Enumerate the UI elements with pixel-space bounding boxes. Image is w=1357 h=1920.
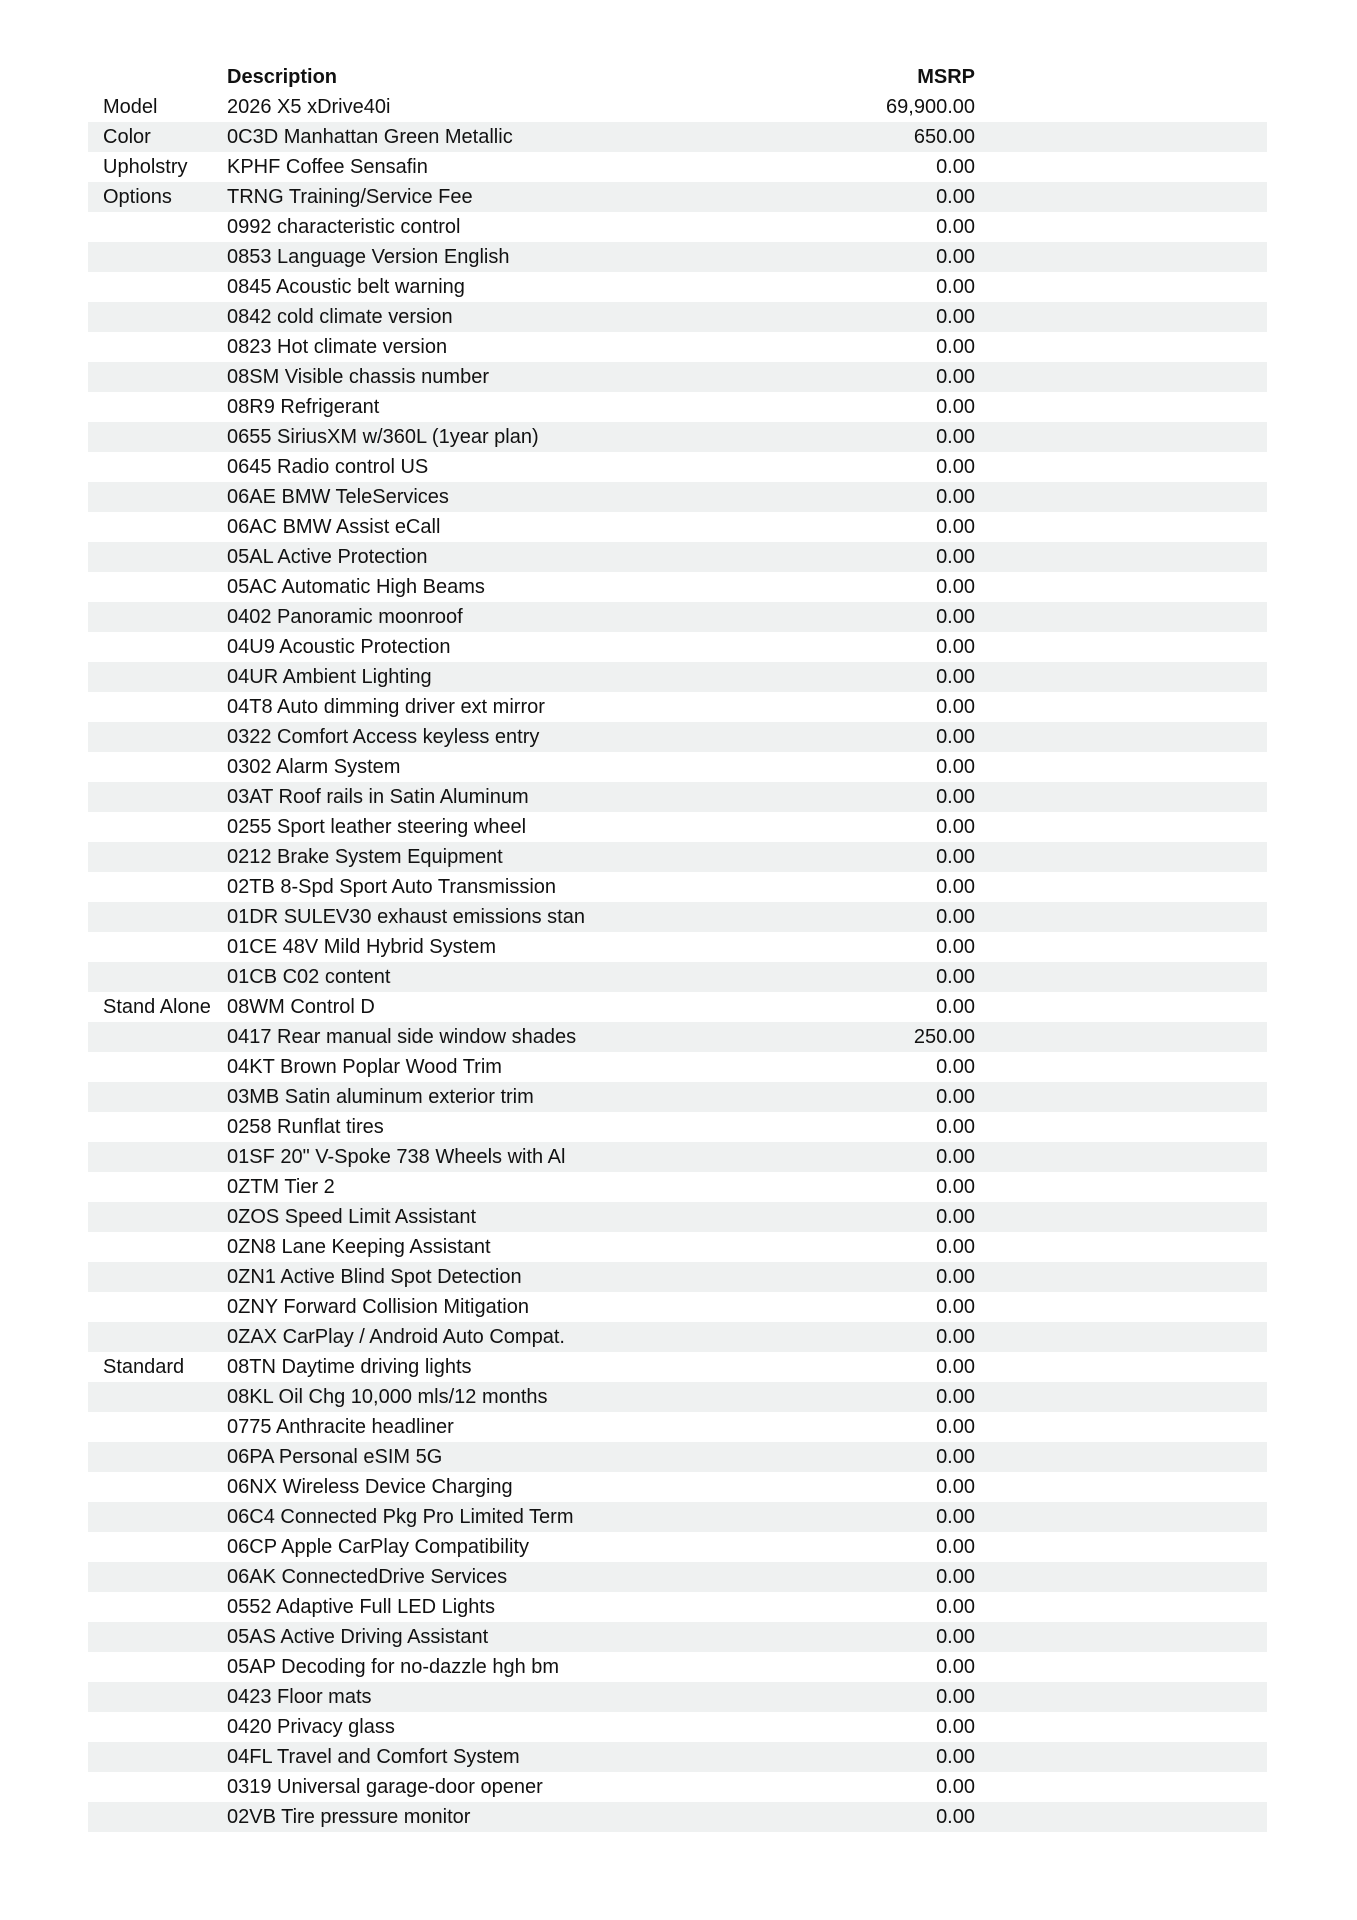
row-msrp: 0.00 xyxy=(936,576,975,598)
row-msrp: 0.00 xyxy=(936,1146,975,1168)
row-description: 0ZTM Tier 2 xyxy=(227,1176,335,1198)
row-description: 08WM Control D xyxy=(227,996,375,1018)
table-row xyxy=(88,782,1267,812)
row-description: 05AS Active Driving Assistant xyxy=(227,1626,489,1648)
row-msrp: 0.00 xyxy=(936,936,975,958)
table-row xyxy=(88,302,1267,332)
table-row xyxy=(88,722,1267,752)
row-msrp: 0.00 xyxy=(936,996,975,1018)
row-msrp: 0.00 xyxy=(936,1746,975,1768)
row-description: 03MB Satin aluminum exterior trim xyxy=(227,1086,534,1108)
row-description: KPHF Coffee Sensafin xyxy=(227,156,428,178)
row-msrp: 0.00 xyxy=(936,546,975,568)
table-row xyxy=(88,572,1267,602)
row-msrp: 0.00 xyxy=(936,276,975,298)
table-row xyxy=(88,602,1267,632)
row-msrp: 0.00 xyxy=(936,336,975,358)
row-description: 0ZN1 Active Blind Spot Detection xyxy=(227,1266,522,1288)
row-description: 0645 Radio control US xyxy=(227,456,429,478)
table-row xyxy=(88,392,1267,422)
table-row xyxy=(88,842,1267,872)
table-row xyxy=(88,182,1267,212)
row-category: Options xyxy=(103,186,172,208)
row-msrp: 0.00 xyxy=(936,1536,975,1558)
table-row xyxy=(88,1202,1267,1232)
row-description: 06CP Apple CarPlay Compatibility xyxy=(227,1536,530,1558)
row-msrp: 0.00 xyxy=(936,1116,975,1138)
table-row xyxy=(88,422,1267,452)
table-row xyxy=(88,1412,1267,1442)
table-row xyxy=(88,1742,1267,1772)
row-msrp: 0.00 xyxy=(936,516,975,538)
row-description: 0402 Panoramic moonroof xyxy=(227,606,463,628)
row-msrp: 0.00 xyxy=(936,156,975,178)
table-row xyxy=(88,752,1267,782)
row-description: 0C3D Manhattan Green Metallic xyxy=(227,126,513,148)
row-msrp: 0.00 xyxy=(936,366,975,388)
table-row xyxy=(88,812,1267,842)
row-msrp: 0.00 xyxy=(936,1506,975,1528)
row-description: 0845 Acoustic belt warning xyxy=(227,276,465,298)
table-row xyxy=(88,1232,1267,1262)
table-row xyxy=(88,1052,1267,1082)
row-msrp: 0.00 xyxy=(936,1296,975,1318)
row-category: Color xyxy=(103,126,151,148)
row-msrp: 0.00 xyxy=(936,1176,975,1198)
row-msrp: 0.00 xyxy=(936,726,975,748)
row-description: 04UR Ambient Lighting xyxy=(227,666,432,688)
row-category: Standard xyxy=(103,1356,185,1378)
row-description: 0775 Anthracite headliner xyxy=(227,1416,454,1438)
table-row xyxy=(88,1082,1267,1112)
table-row xyxy=(88,1292,1267,1322)
row-description: 01CB C02 content xyxy=(227,966,391,988)
row-description: 02VB Tire pressure monitor xyxy=(227,1806,471,1828)
row-msrp: 0.00 xyxy=(936,1266,975,1288)
table-row xyxy=(88,1022,1267,1052)
row-description: 0319 Universal garage-door opener xyxy=(227,1776,543,1798)
row-description: 0212 Brake System Equipment xyxy=(227,846,503,868)
table-row xyxy=(88,1562,1267,1592)
row-description: 06AE BMW TeleServices xyxy=(227,486,449,508)
row-msrp: 0.00 xyxy=(936,426,975,448)
row-msrp: 0.00 xyxy=(936,486,975,508)
table-row xyxy=(88,542,1267,572)
table-row xyxy=(88,1142,1267,1172)
row-msrp: 0.00 xyxy=(936,1086,975,1108)
table-row xyxy=(88,1442,1267,1472)
row-msrp: 0.00 xyxy=(936,606,975,628)
row-msrp: 69,900.00 xyxy=(886,96,975,118)
table-row xyxy=(88,1622,1267,1652)
row-description: 04KT Brown Poplar Wood Trim xyxy=(227,1056,502,1078)
row-msrp: 0.00 xyxy=(936,1056,975,1078)
row-msrp: 0.00 xyxy=(936,876,975,898)
row-msrp: 0.00 xyxy=(936,846,975,868)
row-description: 05AL Active Protection xyxy=(227,546,428,568)
row-msrp: 0.00 xyxy=(936,1476,975,1498)
row-description: 0258 Runflat tires xyxy=(227,1116,384,1138)
row-description: 01DR SULEV30 exhaust emissions stan xyxy=(227,906,585,928)
table-row xyxy=(88,242,1267,272)
row-description: 0ZOS Speed Limit Assistant xyxy=(227,1206,477,1228)
row-msrp: 0.00 xyxy=(936,1236,975,1258)
table-row xyxy=(88,1682,1267,1712)
row-description: 0420 Privacy glass xyxy=(227,1716,395,1738)
row-msrp: 0.00 xyxy=(936,1446,975,1468)
row-msrp: 0.00 xyxy=(936,1686,975,1708)
row-description: 2026 X5 xDrive40i xyxy=(227,96,391,118)
row-description: 08KL Oil Chg 10,000 mls/12 months xyxy=(227,1386,548,1408)
row-description: 06C4 Connected Pkg Pro Limited Term xyxy=(227,1506,574,1528)
row-description: 0992 characteristic control xyxy=(227,216,461,238)
table-row xyxy=(88,122,1267,152)
row-description: 01CE 48V Mild Hybrid System xyxy=(227,936,496,958)
row-msrp: 0.00 xyxy=(936,1806,975,1828)
row-description: 05AC Automatic High Beams xyxy=(227,576,485,598)
row-msrp: 0.00 xyxy=(936,1206,975,1228)
table-row xyxy=(88,212,1267,242)
row-description: 0302 Alarm System xyxy=(227,756,401,778)
table-header-row xyxy=(88,62,1267,92)
row-description: 0853 Language Version English xyxy=(227,246,510,268)
table-row xyxy=(88,332,1267,362)
row-msrp: 0.00 xyxy=(936,1596,975,1618)
row-description: 0823 Hot climate version xyxy=(227,336,448,358)
row-description: 06AK ConnectedDrive Services xyxy=(227,1566,508,1588)
row-msrp: 0.00 xyxy=(936,966,975,988)
table-row xyxy=(88,1172,1267,1202)
row-msrp: 0.00 xyxy=(936,636,975,658)
row-description: 08SM Visible chassis number xyxy=(227,366,489,388)
table-row xyxy=(88,692,1267,722)
row-description: 0417 Rear manual side window shades xyxy=(227,1026,577,1048)
table-row xyxy=(88,512,1267,542)
row-description: 0ZAX CarPlay / Android Auto Compat. xyxy=(227,1326,565,1348)
table-row xyxy=(88,1322,1267,1352)
row-msrp: 0.00 xyxy=(936,816,975,838)
row-msrp: 0.00 xyxy=(936,906,975,928)
table-row xyxy=(88,632,1267,662)
table-row xyxy=(88,452,1267,482)
table-row xyxy=(88,1532,1267,1562)
table-row xyxy=(88,992,1267,1022)
row-description: 0423 Floor mats xyxy=(227,1686,372,1708)
table-row xyxy=(88,872,1267,902)
row-msrp: 0.00 xyxy=(936,1716,975,1738)
row-msrp: 650.00 xyxy=(913,126,975,148)
row-description: 0655 SiriusXM w/360L (1year plan) xyxy=(227,426,539,448)
row-description: 04FL Travel and Comfort System xyxy=(227,1746,520,1768)
table-row xyxy=(88,482,1267,512)
rows xyxy=(88,92,1267,1832)
row-category: Upholstry xyxy=(103,156,188,178)
row-description: 0ZN8 Lane Keeping Assistant xyxy=(227,1236,491,1258)
table-row xyxy=(88,1712,1267,1742)
row-description: 08R9 Refrigerant xyxy=(227,396,380,418)
table-row xyxy=(88,1382,1267,1412)
table-row xyxy=(88,92,1267,122)
table-row xyxy=(88,1652,1267,1682)
row-category: Model xyxy=(103,96,158,118)
row-description: 05AP Decoding for no-dazzle hgh bm xyxy=(227,1656,560,1678)
row-msrp: 0.00 xyxy=(936,666,975,688)
table-row xyxy=(88,1772,1267,1802)
table-row xyxy=(88,1472,1267,1502)
row-description: 04T8 Auto dimming driver ext mirror xyxy=(227,696,545,718)
table-row xyxy=(88,1802,1267,1832)
row-msrp: 0.00 xyxy=(936,306,975,328)
row-msrp: 0.00 xyxy=(936,1776,975,1798)
row-description: 03AT Roof rails in Satin Aluminum xyxy=(227,786,529,808)
table-row xyxy=(88,1112,1267,1142)
vehicle-options-table xyxy=(88,62,1267,1832)
row-description: 06AC BMW Assist eCall xyxy=(227,516,441,538)
row-description: 02TB 8-Spd Sport Auto Transmission xyxy=(227,876,557,898)
row-description: 0255 Sport leather steering wheel xyxy=(227,816,527,838)
row-msrp: 0.00 xyxy=(936,1656,975,1678)
row-msrp: 0.00 xyxy=(936,1386,975,1408)
row-msrp: 0.00 xyxy=(936,786,975,808)
table-row xyxy=(88,902,1267,932)
row-msrp: 250.00 xyxy=(913,1026,975,1048)
table-row xyxy=(88,662,1267,692)
description-column-header: Description xyxy=(227,66,338,88)
table-row xyxy=(88,272,1267,302)
row-msrp: 0.00 xyxy=(936,456,975,478)
row-msrp: 0.00 xyxy=(936,1416,975,1438)
row-description: 0322 Comfort Access keyless entry xyxy=(227,726,540,748)
row-description: 0552 Adaptive Full LED Lights xyxy=(227,1596,495,1618)
row-description: 0842 cold climate version xyxy=(227,306,453,328)
row-msrp: 0.00 xyxy=(936,696,975,718)
table-row xyxy=(88,1352,1267,1382)
row-description: 06NX Wireless Device Charging xyxy=(227,1476,513,1498)
row-description: 0ZNY Forward Collision Mitigation xyxy=(227,1296,529,1318)
row-msrp: 0.00 xyxy=(936,1326,975,1348)
row-msrp: 0.00 xyxy=(936,1626,975,1648)
row-msrp: 0.00 xyxy=(936,186,975,208)
row-description: 04U9 Acoustic Protection xyxy=(227,636,451,658)
table-row xyxy=(88,932,1267,962)
row-category: Stand Alone xyxy=(103,996,211,1018)
row-msrp: 0.00 xyxy=(936,246,975,268)
row-msrp: 0.00 xyxy=(936,216,975,238)
table-row xyxy=(88,1262,1267,1292)
row-msrp: 0.00 xyxy=(936,1356,975,1378)
msrp-column-header: MSRP xyxy=(917,66,975,88)
table-row xyxy=(88,1592,1267,1622)
table-row xyxy=(88,1502,1267,1532)
row-description: TRNG Training/Service Fee xyxy=(227,186,473,208)
table-row xyxy=(88,152,1267,182)
row-msrp: 0.00 xyxy=(936,1566,975,1588)
table-row xyxy=(88,962,1267,992)
row-msrp: 0.00 xyxy=(936,756,975,778)
row-msrp: 0.00 xyxy=(936,396,975,418)
table-row xyxy=(88,362,1267,392)
row-description: 06PA Personal eSIM 5G xyxy=(227,1446,443,1468)
row-description: 08TN Daytime driving lights xyxy=(227,1356,472,1378)
row-description: 01SF 20" V-Spoke 738 Wheels with Al xyxy=(227,1146,566,1168)
